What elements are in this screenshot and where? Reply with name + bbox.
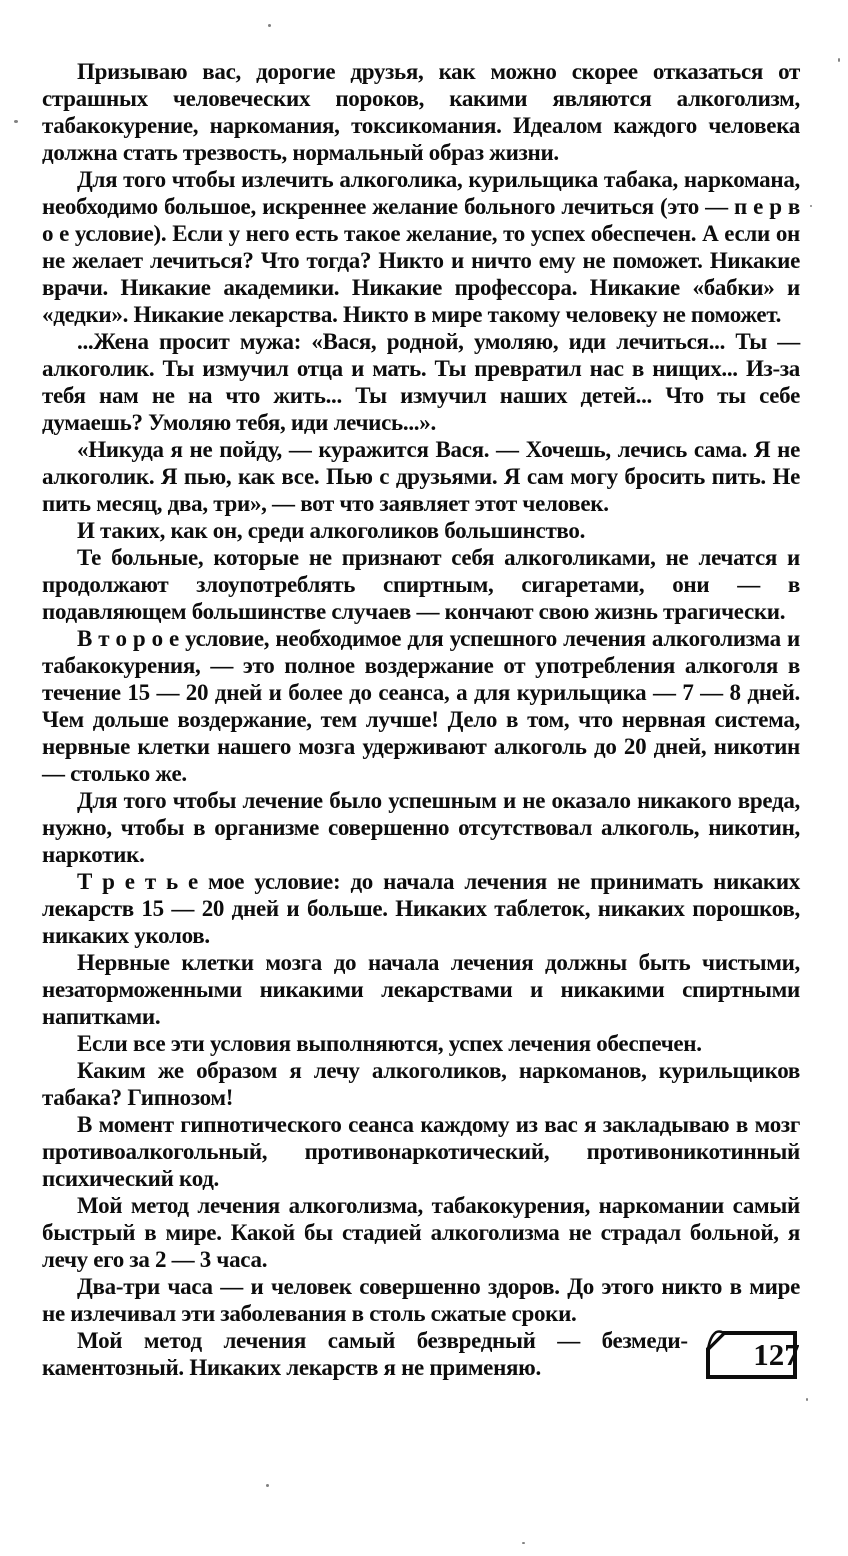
scan-speck — [806, 1398, 808, 1401]
paragraph-06: Те больные, которые не признают себя алкоголиками, не лечатся и продолжают злоупотреблять спиртным, сигаретами, они — в подавляющем большинстве случаев — кончают свою жизнь трагически. — [42, 545, 800, 624]
paragraph-16 — [42, 1327, 800, 1381]
page-number: 127 — [753, 1337, 800, 1372]
paragraph-11: Если все эти условия выполняются, успех лечения обеспечен. — [77, 1031, 702, 1056]
paragraph-02: Для того чтобы излечить алкоголика, курильщика табака, наркомана, необходимо большое, искреннее желание больного лечиться (это — п е р в о е условие). Если у него есть такое желание, то успех обеспечен. А если он не желает лечиться? Что тогда? Никто и ничто ему не поможет. Никакие врачи. Никакие академики. Никакие профессора. Никакие «бабки» и «дедки». Никакие лекарства. Никто в мире такому человеку не поможет. — [42, 167, 800, 327]
paragraph-16-text: Мой метод лечения самый безвредный — безмедикаментозный. Никаких лекарств я не применяю. — [42, 1328, 688, 1380]
page-number-badge — [704, 1329, 800, 1381]
scan-speck — [14, 120, 18, 123]
paragraph-14: Мой метод лечения алкоголизма, табакокурения, наркомании самый быстрый в мире. Какой бы стадией алкоголизма не страдал больной, я лечу его за 2 — 3 часа. — [42, 1193, 800, 1272]
text-block — [42, 58, 800, 1385]
paragraph-08: Для того чтобы лечение было успешным и не оказало никакого вреда, нужно, чтобы в организме совершенно отсутствовал алкоголь, никотин, наркотик. — [42, 788, 800, 867]
paragraph-07: В т о р о е условие, необходимое для успешного лечения алкоголизма и табакокурения, — это полное воздержание от употребления алкоголя в течение 15 — 20 дней и более до сеанса, а для курильщика — 7 — 8 дней. Чем дольше воздержание, тем лучше! Дело в том, что нервная система, нервные клетки нашего мозга удерживают алкоголь до 20 дней, никотин — столько же. — [42, 626, 800, 786]
scan-speck — [522, 1542, 525, 1544]
paragraph-13: В момент гипнотического сеанса каждому из вас я закладываю в мозг противоалкогольный, противонаркотический, противоникотинный психический код. — [42, 1112, 800, 1191]
scan-speck — [810, 205, 812, 207]
paragraph-12: Каким же образом я лечу алкоголиков, наркоманов, курильщиков табака? Гипнозом! — [42, 1058, 800, 1110]
paragraph-10: Нервные клетки мозга до начала лечения должны быть чистыми, незаторможенными никакими лекарствами и никакими спиртными напитками. — [42, 950, 800, 1029]
paragraph-05: И таких, как он, среди алкоголиков большинство. — [77, 518, 586, 543]
scan-speck — [838, 58, 840, 62]
paragraph-03: ...Жена просит мужа: «Вася, родной, умоляю, иди лечиться... Ты — алкоголик. Ты измучил отца и мать. Ты превратил нас в нищих... Из-за тебя нам не на что жить... Ты измучил наших детей... Что ты себе думаешь? Умоляю тебя, иди лечись...». — [42, 329, 800, 435]
scan-speck — [268, 24, 271, 27]
paragraph-04: «Никуда я не пойду, — куражится Вася. — Хочешь, лечись сама. Я не алкоголик. Я пью, как все. Пью с друзьями. Я сам могу бросить пить. Не пить месяц, два, три», — вот что заявляет этот человек. — [42, 437, 800, 516]
scan-speck — [266, 1484, 269, 1487]
paragraph-09: Т р е т ь е мое условие: до начала лечения не принимать никаких лекарств 15 — 20 дней и больше. Никаких таблеток, никаких порошков, никаких уколов. — [42, 869, 800, 948]
paragraph-01: Призываю вас, дорогие друзья, как можно скорее отказаться от страшных человеческих пороков, какими являются алкоголизм, табакокурение, наркомания, токсикомания. Идеалом каждого человека должна стать трезвость, нормальный образ жизни. — [42, 59, 800, 165]
paragraph-15: Два-три часа — и человек совершенно здоров. До этого никто в мире не излечивал эти заболевания в столь сжатые сроки. — [42, 1274, 800, 1326]
